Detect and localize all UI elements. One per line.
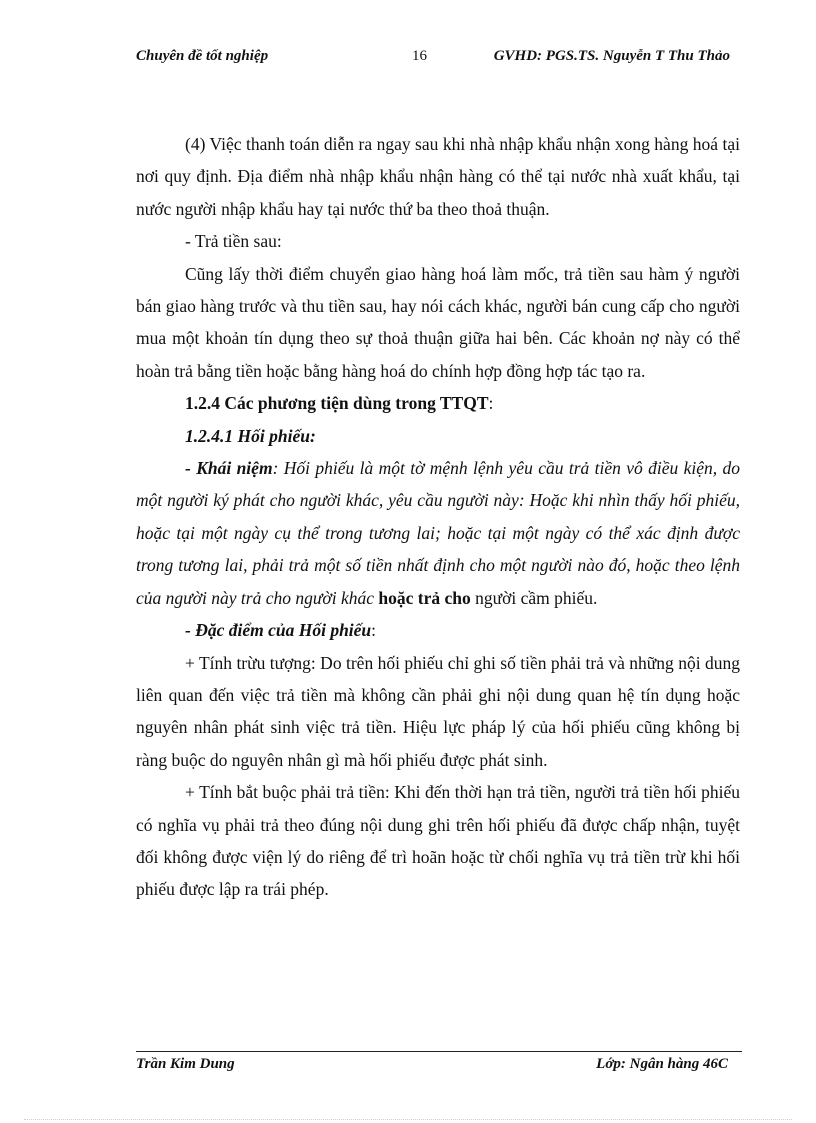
concept-definition: : Hối phiếu là một tờ mệnh lệnh yêu cầu trả tiền vô điều kiện, do một người ký phát cho người khác, yêu cầu người này: Hoặc khi nhìn thấy hối phiếu, hoặc tại một ngày cụ thể trong tương lai; hoặc tại một ngày có thể xác định được trong tương lai, phải trả một số tiền nhất định cho một người nào đó, hoặc theo lệnh của người này trả cho người khác (136, 458, 740, 608)
features-colon: : (371, 620, 377, 641)
paragraph-features-heading (136, 614, 740, 646)
section-heading-124-colon: : (488, 393, 494, 414)
page-footer (136, 1056, 740, 1080)
section-heading-124-text: 1.2.4 Các phương tiện dùng trong TTQT (185, 393, 489, 414)
footer-author: Trần Kim Dung (136, 1056, 235, 1072)
page-body (136, 128, 740, 906)
section-heading-1241: 1.2.4.1 Hối phiếu: (185, 425, 316, 446)
header-supervisor: GVHD: PGS.TS. Nguyễn T Thu Thảo (493, 48, 730, 64)
concept-label: - Khái niệm (185, 458, 273, 479)
footer-class: Lớp: Ngân hàng 46C (596, 1056, 728, 1072)
footer-divider (136, 1051, 742, 1052)
section-heading-124 (136, 387, 740, 419)
page-bottom-edge (24, 1119, 792, 1120)
paragraph-payment-after-receipt: (4) Việc thanh toán diễn ra ngay sau khi nhà nhập khẩu nhận xong hàng hoá tại nơi quy định. Địa điểm nhà nhập khẩu nhận hàng có thể tại nước nhà xuất khẩu, tại nước người nhập khẩu hay tại nước thứ ba theo thoả thuận. (136, 134, 740, 219)
paragraph-deferred-payment: Cũng lấy thời điểm chuyển giao hàng hoá làm mốc, trả tiền sau hàm ý người bán giao hàng trước và thu tiền sau, hay nói cách khác, người bán cung cấp cho người mua một khoản tín dụng theo sự thoả thuận giữa hai bên. Các khoản nợ này có thể hoàn trả bằng tiền hoặc bằng hàng hoá do chính hợp đồng hợp tác tạo ra. (136, 263, 740, 381)
page-number: 16 (412, 48, 427, 64)
paragraph-concept (136, 452, 740, 614)
paragraph-abstractness: + Tính trừu tượng: Do trên hối phiếu chỉ ghi số tiền phải trả và những nội dung liên quan đến việc trả tiền mà không cần phải ghi nội dung quan hệ tín dụng hoặc nguyên nhân phát sinh việc trả tiền. Hiệu lực pháp lý của hối phiếu cũng không bị ràng buộc do nguyên nhân gì mà hối phiếu được phát sinh. (136, 652, 740, 770)
paragraph-mandatory-payment: + Tính bắt buộc phải trả tiền: Khi đến thời hạn trả tiền, người trả tiền hối phiếu có nghĩa vụ phải trả theo đúng nội dung ghi trên hối phiếu đã được chấp nhận, tuyệt đối không được viện lý do riêng để trì hoãn hoặc từ chối nghĩa vụ trả tiền trừ khi hối phiếu được lập ra trái phép. (136, 782, 740, 900)
subheading-deferred-payment: - Trả tiền sau: (185, 231, 282, 252)
page-header (136, 48, 740, 72)
concept-plain-tail: người cầm phiếu. (470, 587, 598, 608)
header-document-type: Chuyên đề tốt nghiệp (136, 48, 269, 64)
features-label: - Đặc điểm của Hối phiếu (185, 620, 372, 641)
concept-bold-tail: hoặc trả cho (374, 587, 471, 608)
